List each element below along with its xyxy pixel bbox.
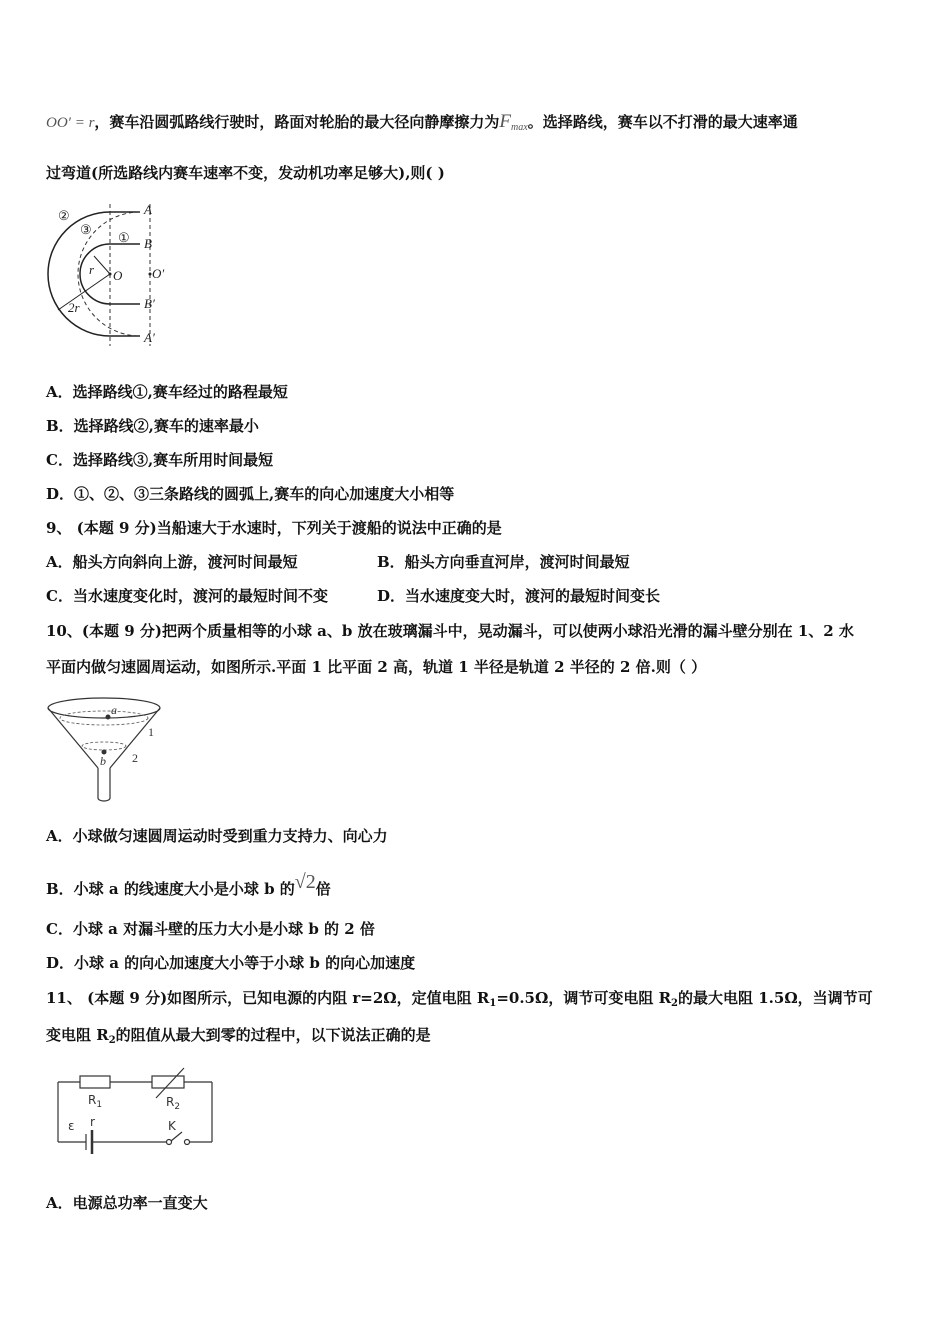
- q9-option-c: C．当水速度变化时，渡河的最短时间不变: [46, 587, 328, 605]
- q10-option-d: D．小球 a 的向心加速度大小等于小球 b 的向心加速度: [46, 954, 416, 972]
- q8-option-a: A．选择路线①,赛车经过的路程最短: [46, 383, 288, 401]
- point-a-prime-label: A′: [144, 330, 155, 345]
- circuit-figure: [52, 1064, 222, 1156]
- route-1-label: ①: [118, 230, 130, 245]
- q8-option-b: B．选择路线②,赛车的速率最小: [46, 417, 259, 435]
- q10-option-c: C．小球 a 对漏斗壁的压力大小是小球 b 的 2 倍: [46, 920, 375, 938]
- q10-option-a: A．小球做匀速圆周运动时受到重力支持力、向心力: [46, 827, 388, 845]
- r2-label: $R_2$: [166, 1095, 181, 1112]
- math-oo-prime: OO′ = r: [46, 115, 95, 131]
- q11-stem-line1: 11、 (本题 9 分)如图所示，已知电源的内阻 r=2Ω，定值电阻 $R_1=0.5\Omega$，调节可变电阻 $R_2$的最大电阻 1.5Ω，当调节可: [46, 989, 873, 1009]
- q8-option-c: C．选择路线③,赛车所用时间最短: [46, 451, 274, 469]
- q8-stem-line2: 过弯道(所选路线内赛车速率不变，发动机功率足够大),则( ): [46, 164, 445, 182]
- q8-stem-line1: OO′ = r，赛车沿圆弧路线行驶时，路面对轮胎的最大径向静摩擦力为$F_{max}$。选择路线，赛车以不打滑的最大速率通: [46, 111, 798, 133]
- q9-option-a: A．船头方向斜向上游，渡河时间最短: [46, 553, 298, 571]
- route-3-label: ③: [80, 222, 92, 237]
- route-2-label: ②: [58, 208, 70, 223]
- emf-label: ε: [68, 1119, 75, 1133]
- q9-option-d: D．当水速度变大时，渡河的最短时间变长: [377, 587, 661, 605]
- radius-r-label: r: [89, 262, 95, 277]
- q10-stem-line1: 10、(本题 9 分)把两个质量相等的小球 a、b 放在玻璃漏斗中，晃动漏斗，可以使两小球沿光滑的漏斗壁分别在 1、2 水: [46, 622, 854, 640]
- q11-option-a: A．电源总功率一直变大: [46, 1194, 208, 1212]
- radius-2r-label: 2r: [68, 300, 80, 315]
- race-track-figure: [40, 196, 170, 352]
- plane-1-label: 1: [148, 725, 154, 739]
- r1-label: $R_1$: [88, 1093, 103, 1110]
- q9-stem: 9、 (本题 9 分)当船速大于水速时，下列关于渡船的说法中正确的是: [46, 519, 502, 537]
- plane-2-label: 2: [132, 751, 138, 765]
- q10-option-b: B．小球 a 的线速度大小是小球 b 的√2倍: [46, 871, 331, 898]
- sqrt-2-math: √2: [294, 871, 316, 893]
- q11-stem-line2: 变电阻 $R_2$的阻值从最大到零的过程中，以下说法正确的是: [46, 1026, 431, 1046]
- point-a-label: A: [144, 202, 152, 217]
- internal-r-label: r: [90, 1115, 95, 1129]
- point-b-prime-label: B′: [144, 296, 155, 311]
- math-f-max: $F_{max}$: [499, 111, 528, 133]
- q10-stem-line2: 平面内做匀速圆周运动，如图所示.平面 1 比平面 2 高，轨道 1 半径是轨道 2 半径的 2 倍.则（ ）: [46, 658, 707, 676]
- point-o-prime-label: O′: [152, 266, 165, 281]
- q8-option-d: D．①、②、③三条路线的圆弧上,赛车的向心加速度大小相等: [46, 485, 455, 503]
- q9-option-b: B．船头方向垂直河岸，渡河时间最短: [377, 553, 630, 571]
- point-o-label: O: [113, 268, 123, 283]
- funnel-figure: [44, 690, 174, 806]
- ball-b-label: b: [100, 754, 106, 768]
- point-b-label: B: [144, 236, 152, 251]
- switch-k-label: K: [168, 1119, 176, 1133]
- ball-a-label: a: [111, 703, 117, 717]
